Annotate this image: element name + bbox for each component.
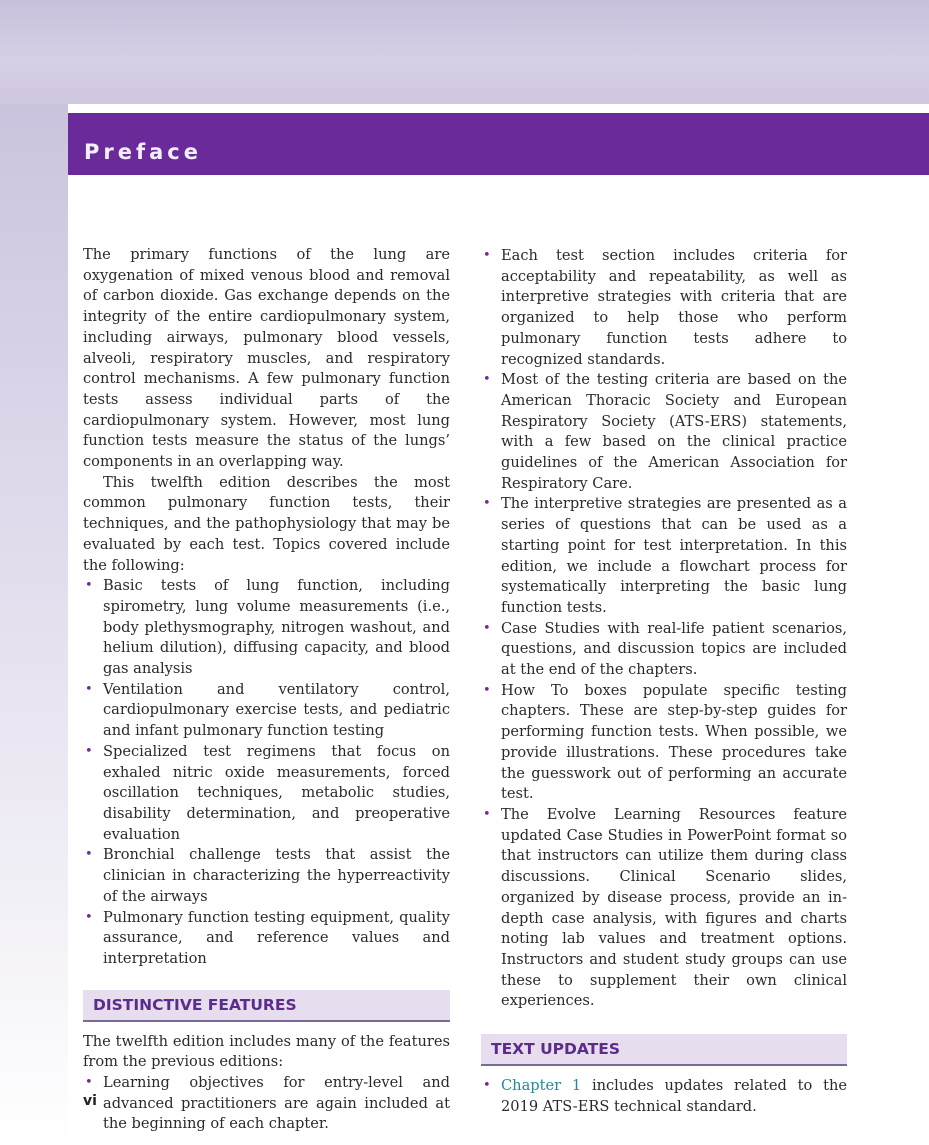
left-column	[83, 245, 450, 1135]
list-item-text: includes updates related to the 2019 ATS-ERS technical standard.	[501, 1077, 847, 1115]
chapter-1-link[interactable]: Chapter 1	[501, 1077, 582, 1095]
bullet-icon: •	[483, 372, 491, 388]
bullet-icon: •	[483, 1078, 491, 1094]
page-number: vi	[83, 1093, 97, 1109]
text-updates-heading: TEXT UPDATES	[481, 1034, 847, 1066]
list-item	[83, 908, 450, 970]
bullet-icon: •	[85, 681, 93, 697]
list-item-text: Bronchial challenge tests that assist the clinician in characterizing the hyperreactivity of the airways	[103, 846, 450, 905]
intro-paragraph: The primary functions of the lung are oxygenation of mixed venous blood and removal of carbon dioxide. Gas exchange depends on the integrity of the entire cardiopulmonary system, including airways, pulmonary blood vessels, alveoli, respiratory muscles, and respiratory control mechanisms. A few pulmonary function tests assess individual parts of the cardiopulmonary system. However, most lung function tests measure the status of the lungs’ components in an overlapping way.	[83, 246, 450, 471]
distinctive-features-heading: DISTINCTIVE FEATURES	[83, 990, 450, 1022]
list-item-text: Basic tests of lung function, including spirometry, lung volume measurements (i.e., body plethysmography, nitrogen washout, and helium dilution), diffusing capacity, and blood gas analysis	[103, 577, 450, 678]
bullet-icon: •	[483, 248, 491, 263]
list-item	[83, 576, 450, 680]
topics-list	[83, 576, 450, 969]
bullet-icon: •	[85, 909, 93, 925]
list-item-text: Ventilation and ventilatory control, cardiopulmonary exercise tests, and pediatric and infant pulmonary function testing	[103, 680, 450, 740]
list-item-text: The interpretive strategies are presented as a series of questions that can be used as a starting point for test interpretation. In this edition, we include a flowchart process for systematically interpreting the basic lung function tests.	[501, 495, 847, 616]
distinctive-list	[83, 1073, 450, 1135]
list-item	[83, 845, 450, 907]
list-item	[481, 246, 847, 370]
list-item-text: The Evolve Learning Resources feature updated Case Studies in PowerPoint format so that instructors can utilize them during class discussions. Clinical Scenario slides, organized by disease process, provide an in-depth case analysis, with figures and charts noting lab values and treatment options. Instructors and student study groups can use these to supplement their own clinical experiences.	[501, 805, 847, 1010]
list-item	[83, 680, 450, 742]
bullet-icon: •	[483, 496, 491, 512]
features-list	[481, 246, 847, 1012]
list-item	[481, 494, 847, 618]
list-item-text: Most of the testing criteria are based on the American Thoracic Society and European Respiratory Society (ATS-ERS) statements, with a few based on the clinical practice guidelines of the American Association for Respiratory Care.	[501, 371, 847, 492]
list-item	[481, 370, 847, 494]
page-title: Preface	[84, 140, 202, 164]
list-item	[481, 681, 847, 805]
right-column	[481, 246, 847, 1117]
bullet-icon: •	[483, 620, 491, 636]
list-item-text: Learning objectives for entry-level and advanced practitioners are again included at the beginning of each chapter.	[103, 1074, 450, 1133]
list-item	[481, 805, 847, 1012]
edition-paragraph: This twelfth edition describes the most common pulmonary function tests, their techniques, and the pathophysiology that may be evaluated by each test. Topics covered include the following:	[83, 473, 450, 574]
background-left	[0, 104, 68, 1145]
bullet-icon: •	[483, 682, 491, 698]
list-item-text: Each test section includes criteria for acceptability and repeatability, as well as interpretive strategies with criteria that are organized to help those who perform pulmonary function tests adhere to recognized standards.	[501, 247, 847, 368]
list-item-text: Specialized test regimens that focus on exhaled nitric oxide measurements, forced oscillation techniques, metabolic studies, disability determination, and preoperative evaluation	[103, 742, 450, 843]
background-top	[0, 0, 929, 104]
list-item	[481, 1076, 847, 1117]
updates-list	[481, 1076, 847, 1117]
bullet-icon: •	[85, 847, 93, 863]
list-item	[83, 1073, 450, 1135]
list-item-text: Pulmonary function testing equipment, quality assurance, and reference values and interpretation	[103, 908, 450, 967]
list-item-text: Case Studies with real-life patient scenarios, questions, and discussion topics are included at the end of the chapters.	[501, 619, 847, 679]
bullet-icon: •	[85, 578, 93, 594]
bullet-icon: •	[85, 743, 93, 759]
list-item-text: How To boxes populate specific testing chapters. These are step-by-step guides for performing function tests. When possible, we provide illustrations. These procedures take the guesswork out of performing an accurate test.	[501, 681, 847, 803]
list-item	[83, 742, 450, 846]
bullet-icon: •	[483, 806, 491, 822]
list-item	[481, 619, 847, 681]
bullet-icon: •	[85, 1075, 93, 1091]
distinctive-intro: The twelfth edition includes many of the features from the previous editions:	[83, 1032, 450, 1071]
